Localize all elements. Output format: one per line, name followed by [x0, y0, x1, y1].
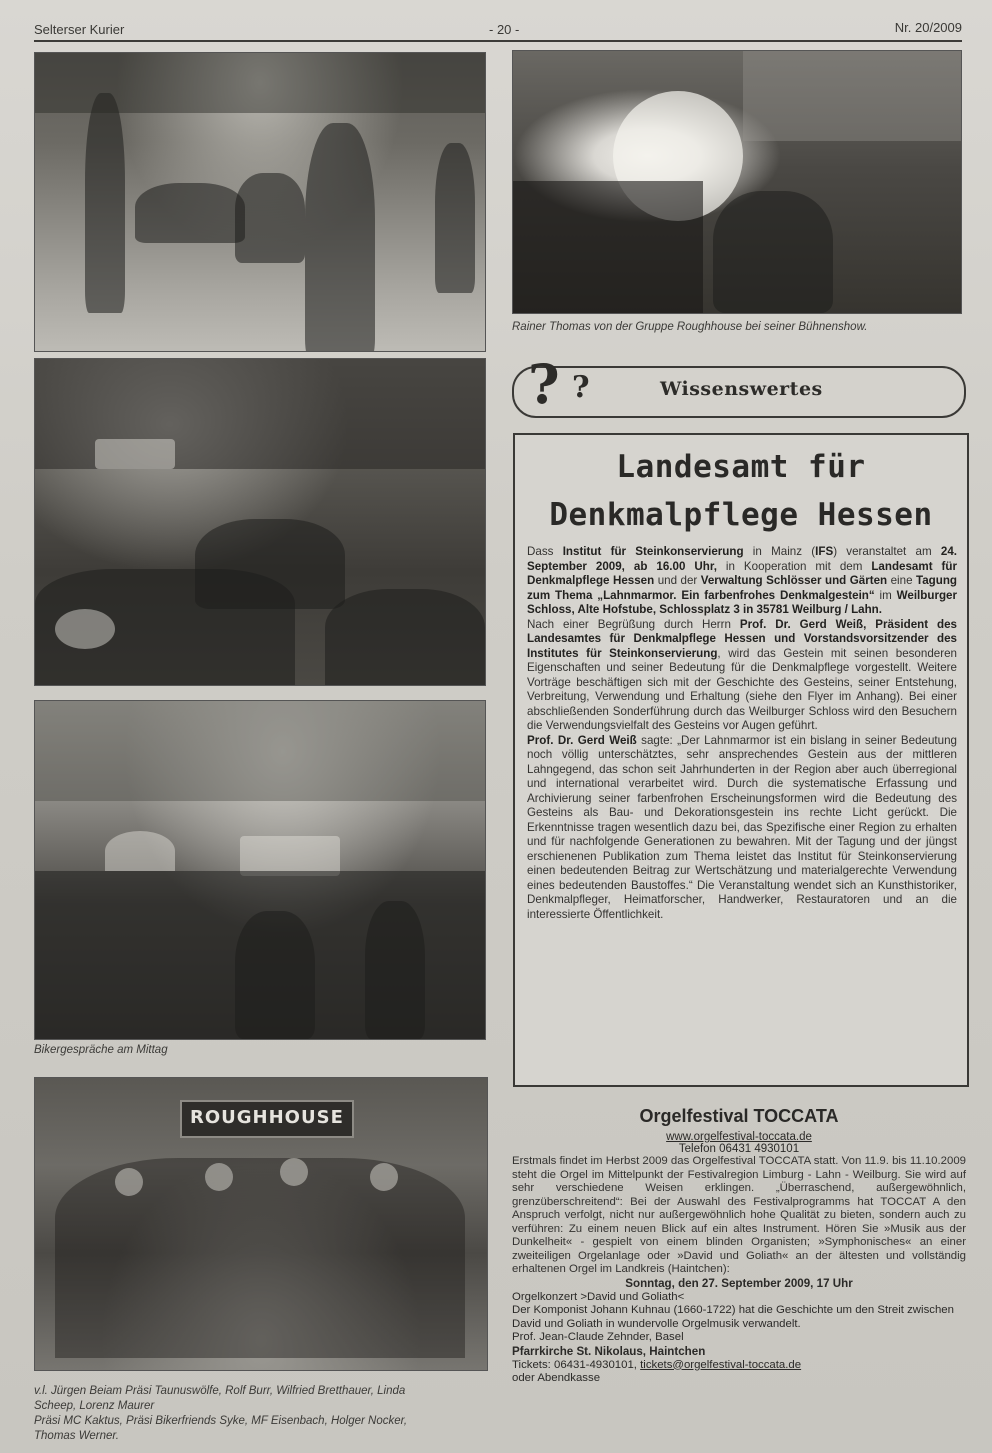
section-title: Wissenswertes — [660, 378, 823, 400]
photo-group-roughhouse — [34, 1077, 488, 1371]
small-question-mark-icon: ? — [572, 370, 590, 405]
orgel-box-office: oder Abendkasse — [512, 1372, 601, 1384]
section-banner-wissenswertes — [512, 352, 966, 418]
photo-motorcycles-road — [34, 52, 486, 352]
page-header — [34, 18, 962, 40]
article-paragraph-3: Prof. Dr. Gerd Weiß sagte: „Der Lahnmarmor ist ein bislang in seiner Bedeutung noch völlig unterschätztes, sehr ansprechendes Gestein aus der mittleren Lahngegend, das schon seit Jahrhunderten in der Region aber auch überregional und international verarbeitet wird. Durch die systematische Erfassung und Archivierung seiner farbenfrohen Erscheinungsformen wird die Bedeutung des Gesteins als Bau- und Dekorationsgestein ins rechte Licht gerückt. Die Erkenntnisse tragen wesentlich dazu bei, das Spezifische einer Region zu erhalten und für nachfolgende Generationen zu bewahren. Mit der Tagung und der jüngst erschienenen Publikation zum Thema leistet das Institut für Steinkonservierung einen bedeutenden Beitrag zur Wertschätzung und materialgerechte Verwendung eines bedeutenden Baustoffes.“ Die Veranstaltung wendet sich an Kunsthistoriker, Denkmalpfleger, Heimatforscher, Handwerker, Restauratoren und an die interessierte Öffentlichkeit. — [527, 733, 957, 921]
photo-fire-breather — [512, 50, 962, 314]
question-marks-icon: ? — [528, 352, 560, 416]
caption-lunch: Bikergespräche am Mittag — [34, 1044, 168, 1056]
orgel-concert-description: Der Komponist Johann Kuhnau (1660-1722) hat die Geschichte um den Streit zwischen David und Goliath in wundervolle Orgelmusik verwandelt. — [512, 1304, 954, 1330]
stage-banner: ROUGHHOUSE — [180, 1100, 354, 1138]
header-rule — [34, 40, 962, 42]
tickets-email-link[interactable]: tickets@orgelfestival-toccata.de — [640, 1358, 802, 1371]
orgel-url-link[interactable]: www.orgelfestival-toccata.de — [666, 1131, 812, 1143]
photo-crowd-tables — [34, 700, 486, 1040]
orgel-body: Erstmals findet im Herbst 2009 das Orgelfestival TOCCATA statt. Von 11.9. bis 11.10.2009 steht die Orgel im Mittelpunkt der Festivalregion Limburg - Lahn - Weilburg. Sie wird auf sehr verschiedene Weisen erklingen. „Überraschend, außergewöhnlich, grenzüberschreitend“: Bei der Auswahl des Festivalprogramms hat TOCCAT A den Anspruch verfolgt, nicht nur außergewöhnlich hohe Qualität zu bieten, sondern auch zu verführen: Zu einem neuen Blick auf ein altes Instrument. Hören Sie »Musik aus der Dunkelheit« - gespielt von einem blinden Organisten; »Symphonisches« an einer zweiteiligen Orgelanlage oder »David und Goliath« an der ältesten und vollständig erhaltenen Orgel im Landkreis (Haintchen): — [512, 1155, 966, 1275]
publication-name: Selterser Kurier — [34, 22, 125, 37]
article-body — [527, 545, 957, 922]
article-landesamt — [513, 433, 969, 1087]
issue-number: Nr. 20/2009 — [894, 20, 962, 35]
orgel-venue: Pfarrkirche St. Nikolaus, Haintchen — [512, 1344, 706, 1358]
orgel-title: Orgelfestival TOCCATA — [639, 1106, 839, 1126]
article-headline-2: Denkmalpflege Hessen — [549, 497, 933, 533]
article-paragraph-2: Nach einer Begrüßung durch Herrn Prof. Dr. Gerd Weiß, Präsident des Landesamtes für Denkmalpflege Hessen und Vorstandsvorsitzender des Institutes für Steinkonservierung, wird das Gestein mit seinen besonderen Eigenschaften und seiner Bedeutung für die Denkmalpflege vorgestellt. Weitere Vorträge beschäftigen sich mit der Geschichte des Gesteins, seiner Entstehung, Verbreitung, Verwendung und Erhaltung (siehe den Flyer im Anhang). Bei einer abschließenden Sonderführung durch das Weilburger Schloss wird den Besuchern die Verwendungsvielfalt des Gesteins vor Augen geführt. — [527, 617, 957, 732]
orgel-performer: Prof. Jean-Claude Zehnder, Basel — [512, 1331, 684, 1343]
orgel-phone: Telefon 06431 4930101 — [678, 1143, 800, 1155]
page-number: - 20 - — [489, 22, 520, 37]
orgel-concert-date: Sonntag, den 27. September 2009, 17 Uhr — [625, 1276, 853, 1290]
photo-parked-motorcycles — [34, 358, 486, 686]
orgel-tickets: Tickets: 06431-4930101, tickets@orgelfestival-toccata.de — [512, 1358, 802, 1371]
orgel-concert-title: Orgelkonzert >David und Goliath< — [512, 1290, 685, 1303]
caption-group: v.l. Jürgen Beiam Präsi Taunuswölfe, Rolf Burr, Wilfried Bretthauer, Linda Scheep, Lorenz Maurer Präsi MC Kaktus, Präsi Bikerfriends Syke, MF Eisenbach, Holger Nocker, Thomas Werner. — [34, 1385, 408, 1442]
article-paragraph-1: Dass Institut für Steinkonservierung in Mainz (IFS) veranstaltet am 24. September 2009, ab 16.00 Uhr, in Kooperation mit dem Landesamt für Denkmalpflege Hessen und der Verwaltung Schlösser und Gärten eine Tagung zum Thema „Lahnmarmor. Ein farbenfrohes Denkmalgestein“ im Weilburger Schloss, Alte Hofstube, Schlossplatz 3 in 35781 Weilburg / Lahn. — [527, 545, 957, 616]
article-headline-1: Landesamt für — [616, 449, 866, 485]
orgelfestival-notice — [512, 1106, 966, 1386]
caption-fire: Rainer Thomas von der Gruppe Roughhouse bei seiner Bühnenshow. — [512, 321, 868, 333]
